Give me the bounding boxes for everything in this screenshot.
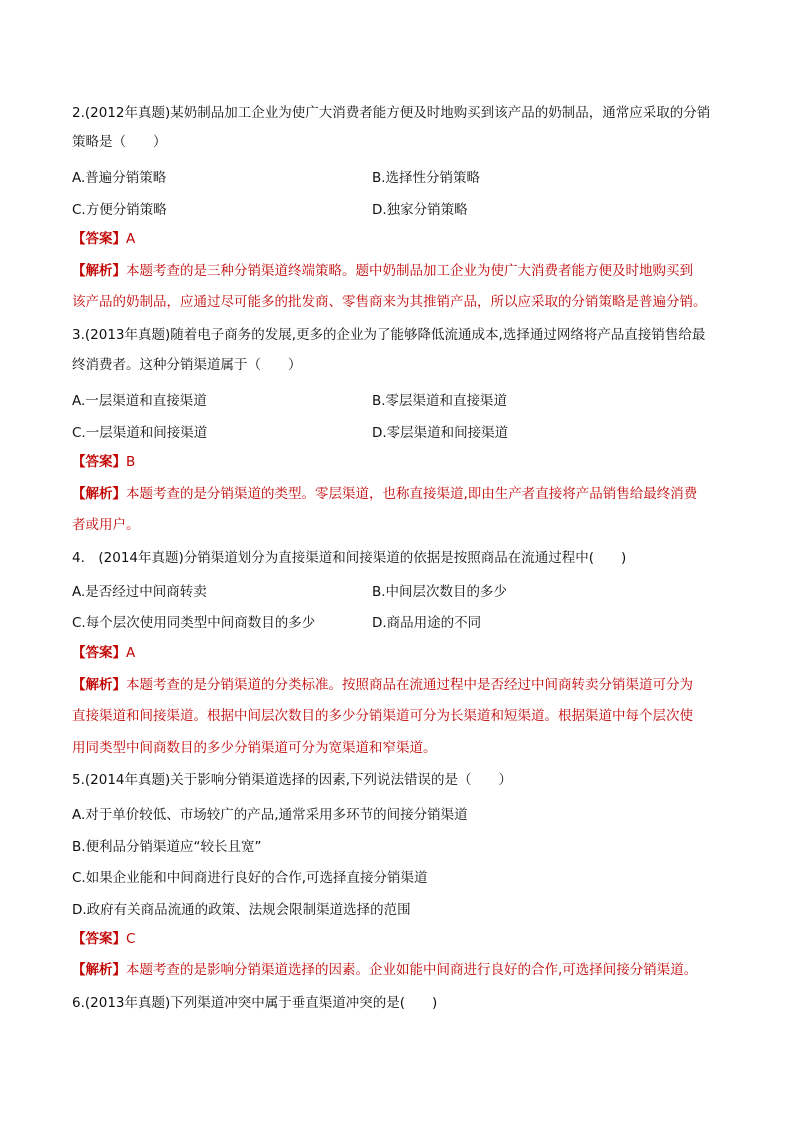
question-4-answer [72,643,135,663]
question-3-answer [72,452,135,472]
question-5-answer [72,929,135,949]
question-2-option-c: C.方便分销策略 [72,202,167,218]
answer-value: B [126,454,136,470]
question-2-analysis [72,261,693,281]
question-5-option-d: D.政府有关商品流通的政策、法规会限制渠道选择的范围 [72,902,411,918]
answer-value: A [126,645,136,661]
question-5-analysis [72,960,697,980]
analysis-tag: 【解析】 [72,263,126,279]
question-4-option-c: C.每个层次使用同类型中间商数目的多少 [72,615,316,631]
question-2-option-a: A.普遍分销策略 [72,170,167,186]
question-3-option-c: C.一层渠道和间接渠道 [72,425,208,441]
question-5-option-a: A.对于单价较低、市场较广的产品,通常采用多环节的间接分销渠道 [72,807,468,823]
question-3-analysis-cont: 者或用户。 [72,517,140,533]
answer-tag: 【答案】 [72,645,126,661]
analysis-text: 本题考查的是分销渠道的分类标准。按照商品在流通过程中是否经过中间商转卖分销渠道可分为 [126,677,693,693]
question-4-text: 4. (2014年真题)分销渠道划分为直接渠道和间接渠道的依据是按照商品在流通过程中( ) [72,550,627,566]
question-3-option-a: A.一层渠道和直接渠道 [72,393,207,409]
question-5-text: 5.(2014年真题)关于影响分销渠道选择的因素,下列说法错误的是（ ） [72,772,513,788]
analysis-tag: 【解析】 [72,486,126,502]
answer-value: A [126,231,136,247]
question-3-analysis [72,484,697,504]
question-4-option-d: D.商品用途的不同 [372,615,482,631]
question-2-analysis-cont: 该产品的奶制品，应通过尽可能多的批发商、零售商来为其推销产品，所以应采取的分销策略是普遍分销。 [72,294,707,310]
question-4-analysis-cont: 直接渠道和间接渠道。根据中间层次数目的多少分销渠道可分为长渠道和短渠道。根据渠道中每个层次使 [72,708,693,724]
question-3-option-b: B.零层渠道和直接渠道 [372,393,508,409]
analysis-text: 本题考查的是影响分销渠道选择的因素。企业如能中间商进行良好的合作,可选择间接分销渠道。 [126,962,698,978]
answer-tag: 【答案】 [72,231,126,247]
answer-tag: 【答案】 [72,454,126,470]
question-6-text: 6.(2013年真题)下列渠道冲突中属于垂直渠道冲突的是( ) [72,995,438,1011]
question-3-text-cont: 终消费者。这种分销渠道属于（ ） [72,357,302,373]
question-5-option-b: B.便利品分销渠道应“较长且宽” [72,839,262,855]
analysis-tag: 【解析】 [72,962,126,978]
question-4-analysis-cont2: 用同类型中间商数目的多少分销渠道可分为宽渠道和窄渠道。 [72,740,437,756]
analysis-text: 本题考查的是分销渠道的类型。零层渠道，也称直接渠道,即由生产者直接将产品销售给最终消费 [126,486,698,502]
answer-value: C [126,931,136,947]
analysis-tag: 【解析】 [72,677,126,693]
question-4-option-b: B.中间层次数目的多少 [372,584,508,600]
question-2-text: 2.(2012年真题)某奶制品加工企业为使广大消费者能方便及时地购买到该产品的奶制品，通常应采取的分销 [72,105,711,121]
question-3-text: 3.(2013年真题)随着电子商务的发展,更多的企业为了能够降低流通成本,选择通过网络将产品直接销售给最 [72,327,706,343]
question-4-option-a: A.是否经过中间商转卖 [72,584,207,600]
question-4-analysis [72,675,693,695]
question-5-option-c: C.如果企业能和中间商进行良好的合作,可选择直接分销渠道 [72,870,428,886]
question-2-answer [72,229,135,249]
question-3-option-d: D.零层渠道和间接渠道 [372,425,509,441]
question-2-text-cont: 策略是（ ） [72,134,167,150]
question-2-option-b: B.选择性分销策略 [372,170,481,186]
answer-tag: 【答案】 [72,931,126,947]
question-2-option-d: D.独家分销策略 [372,202,468,218]
analysis-text: 本题考查的是三种分销渠道终端策略。题中奶制品加工企业为使广大消费者能方便及时地购买到 [126,263,693,279]
